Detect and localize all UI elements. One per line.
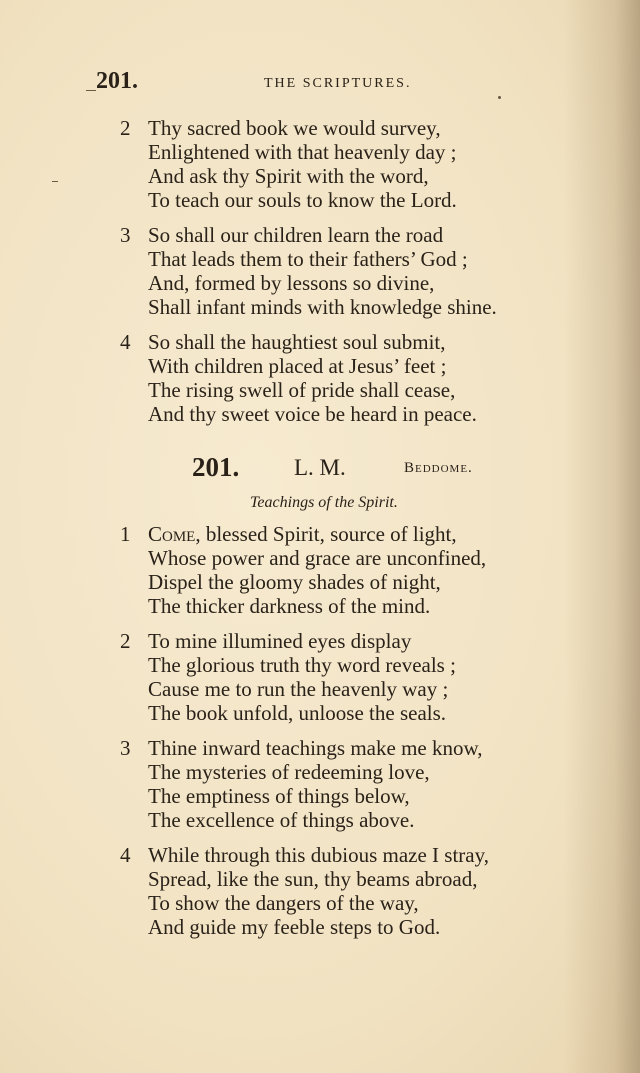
- paper-speck: [52, 181, 58, 182]
- stanza-number: 3: [120, 223, 131, 247]
- page-number: 201.: [96, 68, 138, 94]
- verse-line: And thy sweet voice be heard in peace.: [148, 402, 477, 426]
- stanza-number: 4: [120, 843, 131, 867]
- page-header: [96, 68, 536, 98]
- verse-line: So shall the haughtiest soul submit,: [148, 330, 446, 354]
- verse-line: And, formed by lessons so divine,: [148, 271, 435, 295]
- verse-line: The rising swell of pride shall cease,: [148, 378, 456, 402]
- verse-line: To show the dangers of the way,: [148, 891, 419, 915]
- verse-line-rest: blessed Spirit, source of light,: [200, 522, 457, 546]
- verse-line: That leads them to their fathers’ God ;: [148, 247, 468, 271]
- drop-word: Come,: [148, 522, 201, 546]
- stanza-number: 4: [120, 330, 131, 354]
- verse-line: Shall infant minds with knowledge shine.: [148, 295, 497, 319]
- running-title: THE SCRIPTURES.: [264, 76, 412, 91]
- verse-line: To mine illumined eyes display: [148, 629, 412, 653]
- verse-line: While through this dubious maze I stray,: [148, 843, 489, 867]
- verse-line: The book unfold, unloose the seals.: [148, 701, 447, 725]
- hymn-subtitle: Teachings of the Spirit.: [250, 494, 398, 511]
- verse-line: Dispel the gloomy shades of night,: [148, 570, 441, 594]
- stanza-number: 1: [120, 522, 131, 546]
- verse-line: So shall our children learn the road: [148, 223, 444, 247]
- hymn-author: Beddome.: [404, 460, 473, 476]
- verse-line: The mysteries of redeeming love,: [148, 760, 430, 784]
- verse-line: To teach our souls to know the Lord.: [148, 188, 457, 212]
- verse-line: The excellence of things above.: [148, 808, 415, 832]
- verse-line: Whose power and grace are unconfined,: [148, 546, 487, 570]
- verse-line: [148, 522, 457, 546]
- verse-line: The glorious truth thy word reveals ;: [148, 653, 456, 677]
- verse-line: Spread, like the sun, thy beams abroad,: [148, 867, 478, 891]
- hymn-meter: L. M.: [294, 455, 346, 480]
- hymn-number: 201.: [192, 452, 240, 482]
- stanza-number: 2: [120, 629, 131, 653]
- verse-line: Cause me to run the heavenly way ;: [148, 677, 449, 701]
- verse-line: And guide my feeble steps to God.: [148, 915, 441, 939]
- stanza-number: 3: [120, 736, 131, 760]
- verse-line: With children placed at Jesus’ feet ;: [148, 354, 447, 378]
- hymn-heading: [192, 452, 512, 486]
- verse-line: Enlightened with that heavenly day ;: [148, 140, 457, 164]
- verse-line: Thy sacred book we would survey,: [148, 116, 441, 140]
- stanza-number: 2: [120, 116, 131, 140]
- verse-line: And ask thy Spirit with the word,: [148, 164, 429, 188]
- verse-line: The thicker darkness of the mind.: [148, 594, 431, 618]
- paper-speck: [86, 90, 96, 91]
- verse-line: Thine inward teachings make me know,: [148, 736, 483, 760]
- verse-line: The emptiness of things below,: [148, 784, 410, 808]
